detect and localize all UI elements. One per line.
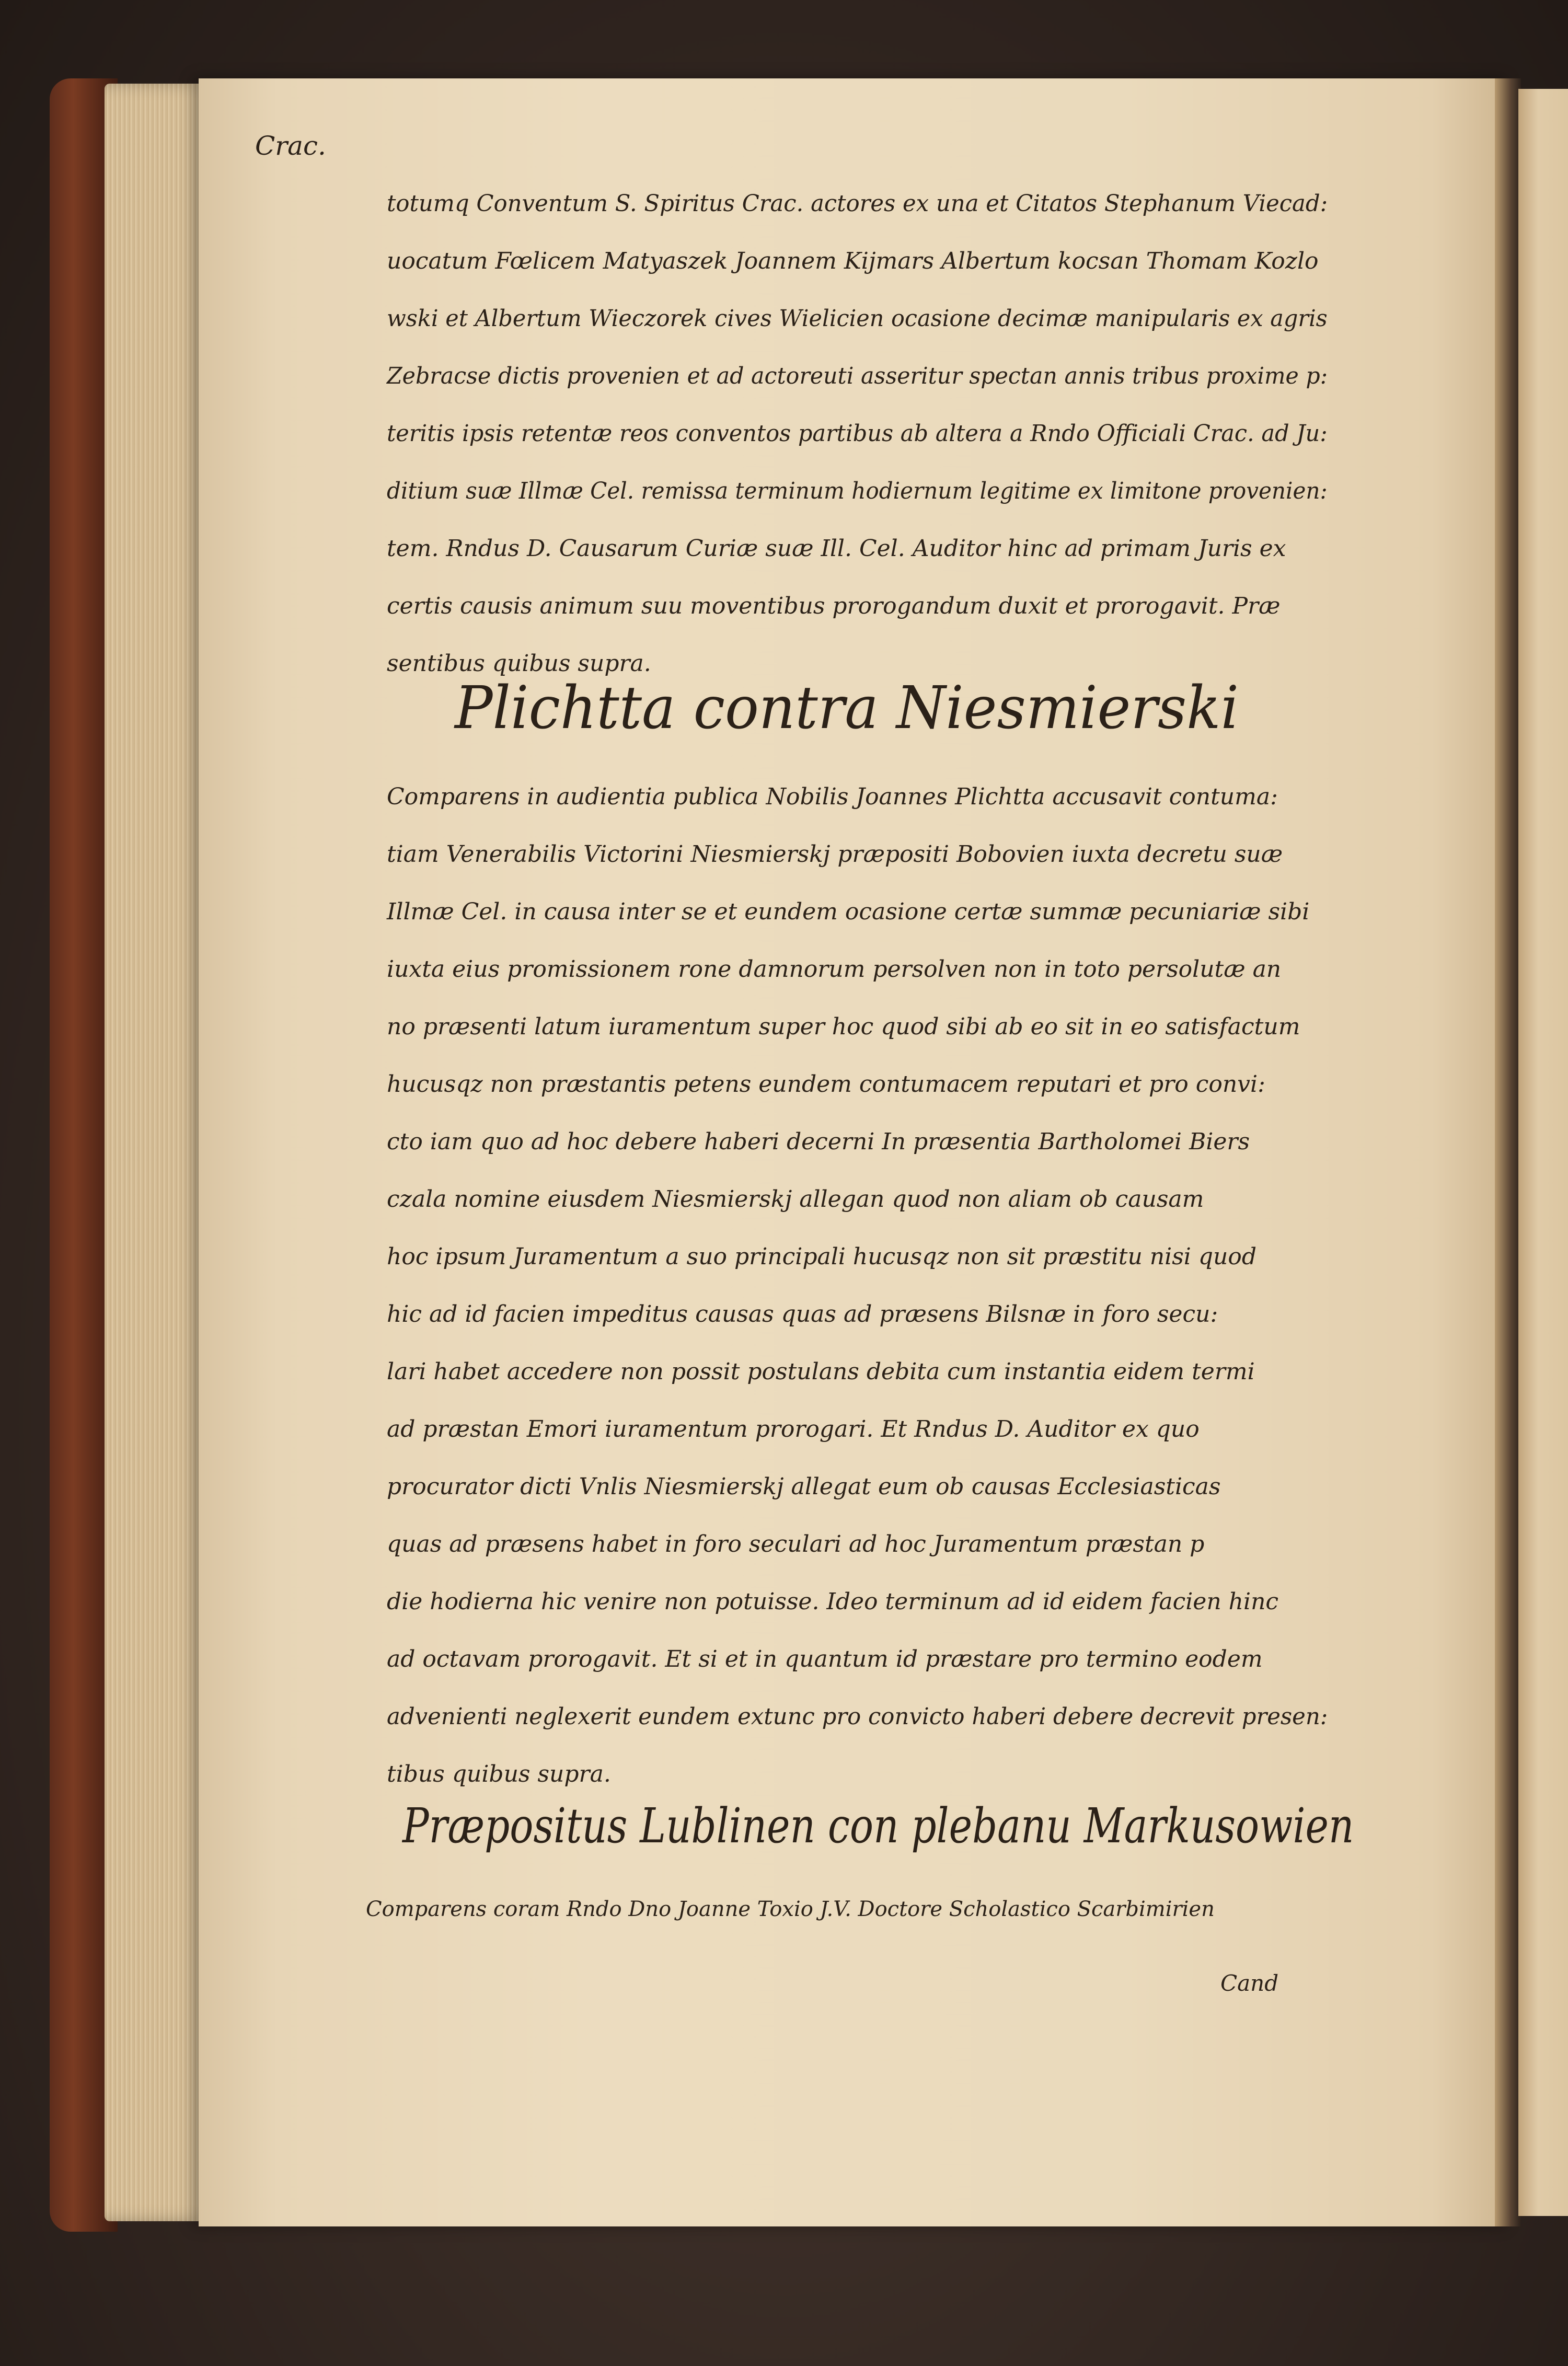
text-line: cto iam quo ad hoc debere haberi decerni In præsentia Bartholomei Biers: [387, 1128, 1250, 1155]
section-heading-1: Plichtta contra Niesmierski: [455, 674, 1239, 742]
book-gutter: [1495, 78, 1521, 2226]
text-line: teritis ipsis retentæ reos conventos partibus ab altera a Rndo Officiali Crac. ad Ju:: [387, 420, 1328, 447]
text-line: hoc ipsum Juramentum a suo principali hucusqz non sit præstitu nisi quod: [387, 1243, 1257, 1270]
section-heading-2: Præpositus Lublinen con plebanu Markusowien: [402, 1798, 1354, 1854]
facing-page-edge: [1518, 89, 1568, 2216]
text-line: quas ad præsens habet in foro seculari ad hoc Juramentum præstan p: [387, 1531, 1205, 1557]
text-line: wski et Albertum Wieczorek cives Wielicien ocasione decimæ manipularis ex agris: [387, 305, 1328, 332]
text-line: totumq Conventum S. Spiritus Crac. actores ex una et Citatos Stephanum Viecad:: [387, 190, 1328, 217]
text-line: certis causis animum suu moventibus prorogandum duxit et prorogavit. Præ: [387, 593, 1281, 619]
text-line: Illmæ Cel. in causa inter se et eundem ocasione certæ summæ pecuniariæ sibi: [387, 898, 1310, 925]
text-line: hucusqz non præstantis petens eundem contumacem reputari et pro convi:: [387, 1071, 1265, 1098]
text-line: die hodierna hic venire non potuisse. Ideo terminum ad id eidem facien hinc: [387, 1588, 1279, 1615]
text-line: tibus quibus supra.: [387, 1761, 611, 1787]
text-line: tiam Venerabilis Victorini Niesmierskj præpositi Bobovien iuxta decretu suæ: [387, 841, 1283, 868]
text-line: procurator dicti Vnlis Niesmierskj allegat eum ob causas Ecclesiasticas: [387, 1473, 1221, 1500]
text-line: Zebracse dictis provenien et ad actoreuti asseritur spectan annis tribus proxime p:: [387, 363, 1328, 389]
text-line: tem. Rndus D. Causarum Curiæ suæ Ill. Cel. Auditor hinc ad primam Juris ex: [387, 535, 1286, 562]
text-line: iuxta eius promissionem rone damnorum persolven non in toto persolutæ an: [387, 956, 1282, 983]
corner-label: Crac.: [255, 131, 326, 161]
text-line: no præsenti latum iuramentum super hoc quod sibi ab eo sit in eo satisfactum: [387, 1013, 1300, 1040]
text-line: advenienti neglexerit eundem extunc pro convicto haberi debere decrevit presen:: [387, 1703, 1328, 1730]
text-line: ad octavam prorogavit. Et si et in quantum id præstare pro termino eodem: [387, 1646, 1263, 1672]
text-line: ditium suæ Illmæ Cel. remissa terminum hodiernum legitime ex limitone provenien:: [387, 478, 1328, 504]
text-line: uocatum Fœlicem Matyaszek Joannem Kijmars Albertum kocsan Thomam Kozlo: [387, 248, 1319, 274]
text-line: ad præstan Emori iuramentum prorogari. Et Rndus D. Auditor ex quo: [387, 1416, 1200, 1442]
text-line: sentibus quibus supra.: [387, 650, 651, 677]
text-line: Comparens in audientia publica Nobilis Joannes Plichtta accusavit contuma:: [387, 783, 1278, 810]
text-line: lari habet accedere non possit postulans debita cum instantia eidem termi: [387, 1358, 1255, 1385]
catchword: Cand: [1220, 1970, 1279, 1996]
text-line: hic ad id facien impeditus causas quas ad præsens Bilsnæ in foro secu:: [387, 1301, 1218, 1328]
paragraph-1: [387, 175, 1380, 693]
text-line: Comparens coram Rndo Dno Joanne Toxio J.V. Doctore Scholastico Scarbimirien: [366, 1897, 1215, 1921]
paragraph-2: [387, 768, 1380, 1803]
text-line: czala nomine eiusdem Niesmierskj allegan quod non aliam ob causam: [387, 1186, 1204, 1213]
